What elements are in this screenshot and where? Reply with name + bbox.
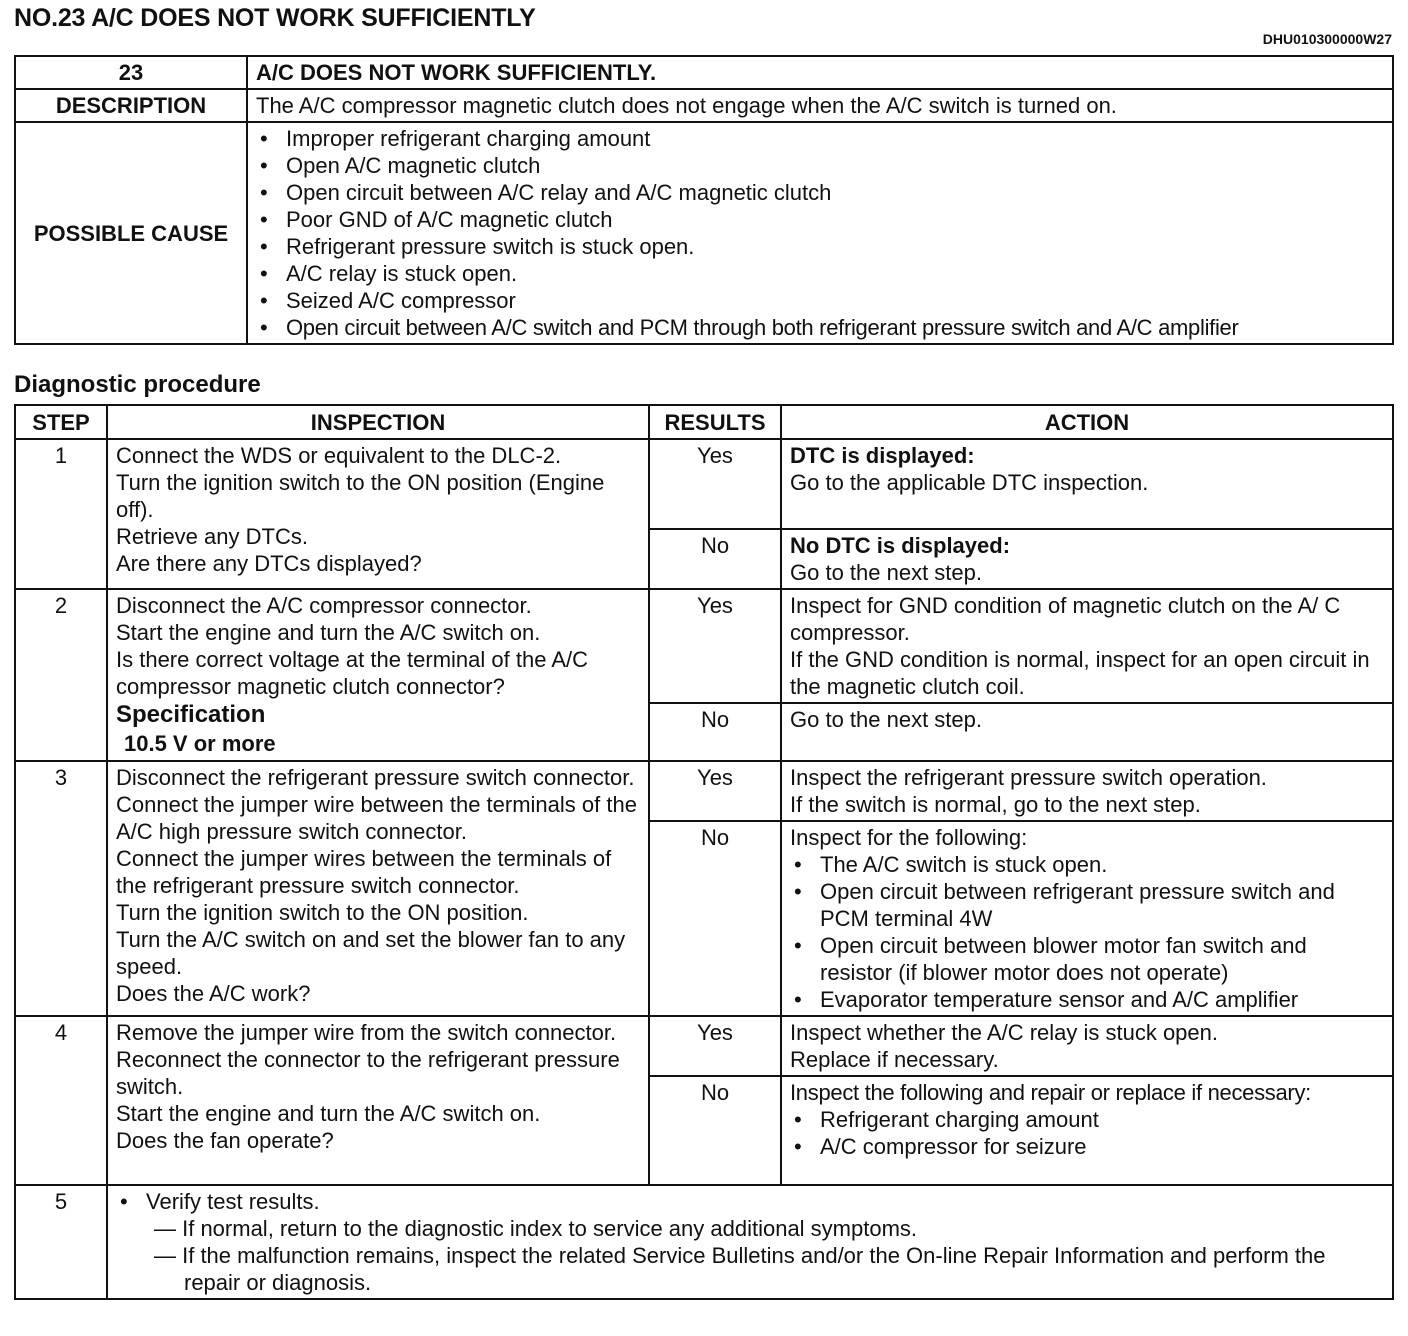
action-item: • The A/C switch is stuck open. xyxy=(782,851,1384,878)
action-item: • Open circuit between blower motor fan switch and resistor (if blower motor does not operate) xyxy=(782,932,1384,986)
verify-sub-item: — If the malfunction remains, inspect the related Service Bulletins and/or the On-line Repair Information and perform the repair or diagnosis. xyxy=(154,1243,1326,1295)
step-2-yes-action xyxy=(781,589,1393,703)
inspection-line: Connect the WDS or equivalent to the DLC-2. xyxy=(116,443,562,468)
result-no: No xyxy=(649,1076,781,1185)
diagnostic-procedure-table xyxy=(14,404,1394,1300)
possible-cause-label: POSSIBLE CAUSE xyxy=(15,122,247,344)
action-item: • Open circuit between refrigerant pressure switch and PCM terminal 4W xyxy=(782,878,1384,932)
summary-row-causes xyxy=(15,122,1393,344)
specification-value: 10.5 V or more xyxy=(124,731,276,756)
inspection-line: Reconnect the connector to the refrigerant pressure switch. xyxy=(116,1047,620,1099)
step-number: 2 xyxy=(15,589,107,761)
action-item: • A/C compressor for seizure xyxy=(782,1133,1384,1160)
action-line: If the GND condition is normal, inspect for an open circuit in the magnetic clutch coil. xyxy=(790,647,1370,699)
action-item: • Refrigerant charging amount xyxy=(782,1106,1384,1133)
action-item: • Evaporator temperature sensor and A/C amplifier xyxy=(782,986,1384,1013)
step-1-inspection xyxy=(107,439,649,589)
inspection-line: Does the A/C work? xyxy=(116,981,311,1006)
inspection-line: Turn the A/C switch on and set the blower fan to any speed. xyxy=(116,927,626,979)
symptom-summary-table xyxy=(14,55,1394,345)
inspection-line: Does the fan operate? xyxy=(116,1128,334,1153)
action-heading: Inspect for the following: xyxy=(790,825,1028,850)
summary-row-description xyxy=(15,89,1393,122)
inspection-line: Start the engine and turn the A/C switch on. xyxy=(116,1101,541,1126)
action-line: Inspect whether the A/C relay is stuck open. xyxy=(790,1020,1219,1045)
verify-sub-item: — If normal, return to the diagnostic index to service any additional symptoms. xyxy=(154,1216,918,1241)
cause-item: • Improper refrigerant charging amount xyxy=(248,125,1388,152)
action-line: Go to the applicable DTC inspection. xyxy=(790,470,1149,495)
action-line: Inspect for GND condition of magnetic clutch on the A/ C compressor. xyxy=(790,593,1341,645)
result-yes: Yes xyxy=(649,761,781,821)
action-line: Go to the next step. xyxy=(790,560,983,585)
result-yes: Yes xyxy=(649,1016,781,1076)
step-2-no-action: Go to the next step. xyxy=(781,703,1393,761)
step-1-yes-action xyxy=(781,439,1393,529)
action-line: If the switch is normal, go to the next step. xyxy=(790,792,1201,817)
inspection-line: Connect the jumper wires between the terminals of the refrigerant pressure switch connector. xyxy=(116,846,612,898)
step-1-yes-row xyxy=(15,439,1393,529)
header-inspection: INSPECTION xyxy=(107,405,649,439)
step-5-content xyxy=(107,1185,1393,1299)
inspection-line: Start the engine and turn the A/C switch on. xyxy=(116,620,541,645)
step-3-yes-row xyxy=(15,761,1393,821)
inspection-line: Turn the ignition switch to the ON position. xyxy=(116,900,529,925)
step-1-no-action xyxy=(781,529,1393,589)
inspection-line: Connect the jumper wire between the terminals of the A/C high pressure switch connector. xyxy=(116,792,637,844)
inspection-line: Are there any DTCs displayed? xyxy=(116,551,422,576)
symptom-number: 23 xyxy=(15,56,247,89)
step-number: 3 xyxy=(15,761,107,1016)
cause-item: • Refrigerant pressure switch is stuck open. xyxy=(248,233,1388,260)
cause-item: • Seized A/C compressor xyxy=(248,287,1388,314)
inspection-line: Disconnect the A/C compressor connector. xyxy=(116,593,532,618)
result-no: No xyxy=(649,703,781,761)
action-item-list xyxy=(782,1106,1384,1160)
description-text: The A/C compressor magnetic clutch does not engage when the A/C switch is turned on. xyxy=(247,89,1393,122)
step-number: 5 xyxy=(15,1185,107,1299)
action-line: Inspect the refrigerant pressure switch operation. xyxy=(790,765,1267,790)
step-5-row xyxy=(15,1185,1393,1299)
specification-label: Specification xyxy=(116,701,266,728)
step-4-inspection xyxy=(107,1016,649,1185)
action-heading: No DTC is displayed: xyxy=(790,533,1011,558)
possible-cause-list xyxy=(248,125,1388,341)
verify-list xyxy=(108,1188,1384,1215)
inspection-line: Remove the jumper wire from the switch connector. xyxy=(116,1020,617,1045)
header-step: STEP xyxy=(15,405,107,439)
action-item-list xyxy=(782,851,1384,1013)
step-number: 1 xyxy=(15,439,107,589)
step-3-yes-action xyxy=(781,761,1393,821)
action-line: Replace if necessary. xyxy=(790,1047,999,1072)
inspection-line: Turn the ignition switch to the ON position (Engine off). xyxy=(116,470,605,522)
document-code: DHU010300000W27 xyxy=(1262,31,1392,47)
cause-item: • A/C relay is stuck open. xyxy=(248,260,1388,287)
step-3-no-action xyxy=(781,821,1393,1016)
inspection-line: Retrieve any DTCs. xyxy=(116,524,308,549)
step-2-yes-row xyxy=(15,589,1393,703)
diagnostic-header-row xyxy=(15,405,1393,439)
description-label: DESCRIPTION xyxy=(15,89,247,122)
diagnostic-procedure-title: Diagnostic procedure xyxy=(14,371,261,398)
header-results: RESULTS xyxy=(649,405,781,439)
summary-row-number xyxy=(15,56,1393,89)
step-4-no-action xyxy=(781,1076,1393,1185)
action-heading: DTC is displayed: xyxy=(790,443,975,468)
result-no: No xyxy=(649,821,781,1016)
verify-item: • Verify test results. xyxy=(108,1188,1384,1215)
page-title: NO.23 A/C DOES NOT WORK SUFFICIENTLY xyxy=(14,4,536,32)
result-yes: Yes xyxy=(649,439,781,529)
symptom-title: A/C DOES NOT WORK SUFFICIENTLY. xyxy=(247,56,1393,89)
result-no: No xyxy=(649,529,781,589)
result-yes: Yes xyxy=(649,589,781,703)
step-3-inspection xyxy=(107,761,649,1016)
cause-item: • Open A/C magnetic clutch xyxy=(248,152,1388,179)
action-heading: Inspect the following and repair or replace if necessary: xyxy=(790,1080,1311,1105)
cause-item: • Open circuit between A/C relay and A/C magnetic clutch xyxy=(248,179,1388,206)
header-action: ACTION xyxy=(781,405,1393,439)
step-2-inspection xyxy=(107,589,649,761)
step-number: 4 xyxy=(15,1016,107,1185)
step-4-yes-action xyxy=(781,1016,1393,1076)
cause-item: • Open circuit between A/C switch and PCM through both refrigerant pressure switch and A/C amplifier xyxy=(248,314,1388,341)
step-4-yes-row xyxy=(15,1016,1393,1076)
cause-item: • Poor GND of A/C magnetic clutch xyxy=(248,206,1388,233)
inspection-line: Disconnect the refrigerant pressure switch connector. xyxy=(116,765,635,790)
inspection-line: Is there correct voltage at the terminal of the A/C compressor magnetic clutch connector? xyxy=(116,647,589,699)
